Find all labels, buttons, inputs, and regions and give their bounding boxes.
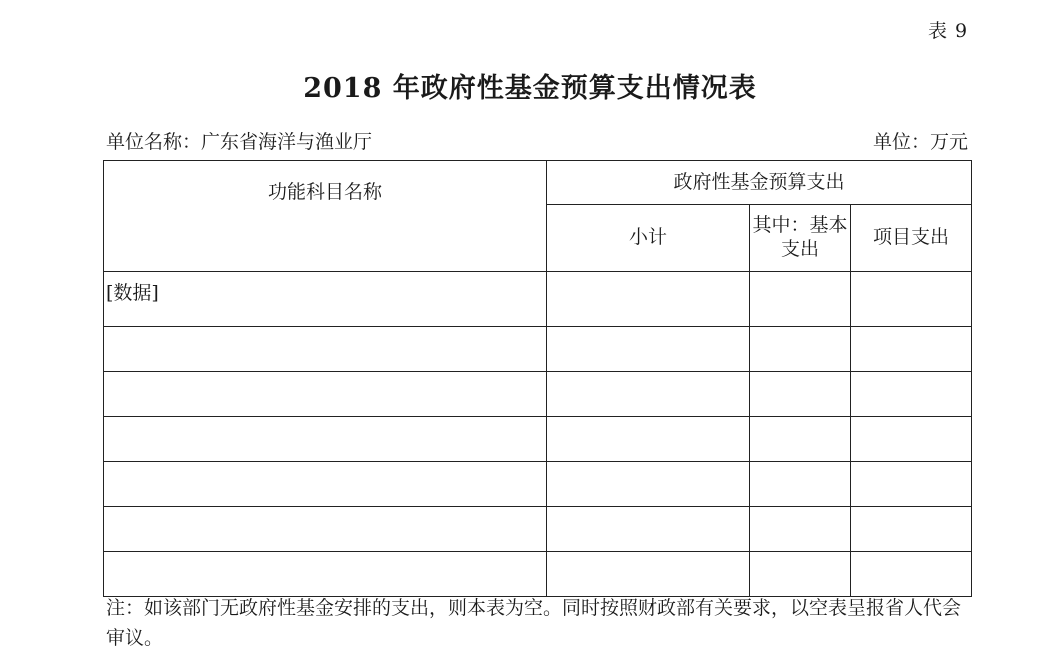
table-cell	[547, 272, 750, 327]
table-cell	[547, 462, 750, 507]
table-row	[104, 327, 972, 372]
table-cell	[547, 552, 750, 597]
table-cell	[851, 552, 972, 597]
table-cell	[547, 372, 750, 417]
table-row	[104, 462, 972, 507]
table-cell	[750, 272, 851, 327]
table-row	[104, 507, 972, 552]
header-function-name: 功能科目名称	[104, 161, 547, 272]
unit-name-label: 单位名称：广东省海洋与渔业厅	[106, 131, 373, 153]
table-cell	[104, 462, 547, 507]
table-cell	[104, 507, 547, 552]
table-cell	[104, 327, 547, 372]
table-cell	[750, 462, 851, 507]
table-row	[104, 272, 972, 327]
table-cell	[547, 327, 750, 372]
header-basic-expenditure: 其中：基本支出	[750, 205, 851, 272]
table-cell	[104, 417, 547, 462]
header-fund-expenditure: 政府性基金预算支出	[547, 161, 972, 205]
table-cell	[750, 327, 851, 372]
table-cell	[851, 417, 972, 462]
header-project-expenditure: 项目支出	[851, 205, 972, 272]
table-cell	[750, 552, 851, 597]
footnote: 注：如该部门无政府性基金安排的支出，则本表为空。同时按照财政部有关要求，以空表呈报省人代会审议。	[106, 597, 962, 649]
header-subtotal: 小计	[547, 205, 750, 272]
table-row	[104, 552, 972, 597]
table-cell	[750, 507, 851, 552]
table-row	[104, 417, 972, 462]
page-title: 2018 年政府性基金预算支出情况表	[303, 73, 757, 104]
table-cell	[547, 507, 750, 552]
table-row	[104, 372, 972, 417]
table-cell	[750, 372, 851, 417]
table-cell	[547, 417, 750, 462]
budget-table	[103, 160, 972, 597]
currency-unit-label: 单位：万元	[872, 131, 968, 153]
table-cell	[104, 552, 547, 597]
table-cell	[851, 372, 972, 417]
table-cell	[851, 327, 972, 372]
table-cell	[851, 462, 972, 507]
table-cell: [数据]	[104, 272, 547, 327]
table-number: 表 9	[928, 20, 969, 42]
table-cell	[104, 372, 547, 417]
table-cell	[851, 272, 972, 327]
table-cell	[851, 507, 972, 552]
table-cell	[750, 417, 851, 462]
